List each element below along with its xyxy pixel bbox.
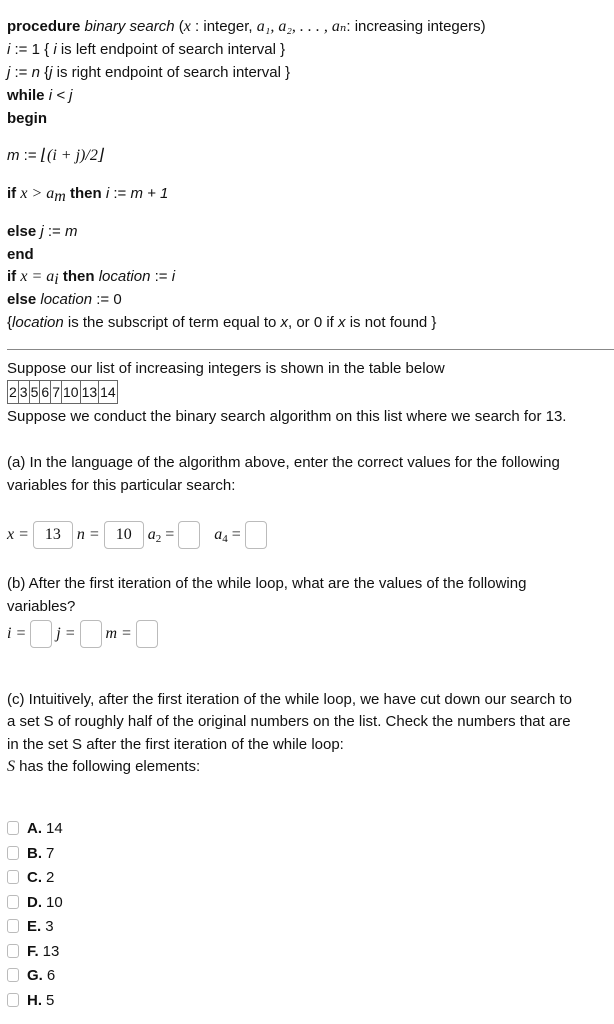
var-location: location — [40, 291, 93, 308]
choice-h[interactable]: H. 5 — [7, 990, 54, 1010]
part-b-fields — [7, 620, 162, 648]
var-j: j — [7, 64, 11, 81]
comment-text: is the subscript of term equal to — [67, 314, 277, 331]
a2-label: $a_2$ = — [147, 526, 175, 545]
comment-j: j — [49, 64, 53, 81]
list-cell: 10 — [62, 381, 81, 403]
algo-line-12 — [7, 313, 436, 333]
list-cell: 13 — [81, 381, 100, 403]
list-cell: 14 — [100, 384, 116, 400]
assign-op: := — [47, 223, 61, 240]
choice-e[interactable]: E. 3 — [7, 916, 54, 936]
checkbox[interactable] — [7, 919, 19, 933]
comment-i: i — [53, 41, 57, 58]
var-x: x — [338, 314, 346, 331]
part-c-line4 — [7, 757, 200, 777]
sequence: a₁, a₂, . . . , aₙ — [256, 18, 347, 35]
var-n: n — [31, 64, 40, 81]
assign-1: := 1 { — [14, 41, 50, 58]
list-cell: 7 — [51, 381, 62, 403]
var-x: x — [280, 314, 288, 331]
algo-line-3 — [7, 63, 290, 83]
var-i: i — [7, 41, 11, 58]
var-m: m — [65, 223, 78, 240]
keyword-while: while — [7, 87, 45, 104]
var-location: location — [98, 268, 151, 285]
keyword-end: end — [7, 246, 34, 263]
algo-line-11 — [7, 290, 122, 310]
algo-line-10 — [7, 267, 175, 287]
list-cell: 3 — [19, 381, 30, 403]
a2-input[interactable] — [178, 521, 200, 549]
type-integer: : integer, — [195, 18, 253, 35]
assign-op: := — [154, 268, 168, 285]
m-input[interactable] — [136, 620, 158, 648]
part-c-line1: (c) Intuitively, after the first iteration of the while loop, we have cut down our search to — [7, 691, 572, 708]
algo-line-9 — [7, 245, 34, 265]
x-input[interactable]: 13 — [33, 521, 73, 549]
algo-line-1 — [7, 17, 486, 37]
n-input[interactable]: 10 — [104, 521, 144, 549]
expr-m-plus-1: m + 1 — [130, 185, 169, 202]
checkbox[interactable] — [7, 895, 19, 909]
j-input[interactable] — [80, 620, 102, 648]
type-increasing: : increasing integers) — [346, 18, 486, 35]
algo-line-6 — [7, 146, 104, 166]
keyword-begin: begin — [7, 110, 47, 127]
proc-name: binary search — [84, 18, 175, 35]
part-c-line3: in the set S after the first iteration of the while loop: — [7, 736, 344, 753]
brace: { — [44, 64, 50, 81]
keyword-else: else — [7, 223, 37, 240]
sub-m: m — [54, 188, 66, 205]
a4-input[interactable] — [245, 521, 267, 549]
checkbox[interactable] — [7, 944, 19, 958]
floor-expr: ⌊(i + j)/2⌋ — [40, 147, 105, 164]
choice-g[interactable]: G. 6 — [7, 965, 55, 985]
checkbox[interactable] — [7, 846, 19, 860]
choice-d[interactable]: D. 10 — [7, 892, 63, 912]
assign-op: := — [23, 147, 37, 164]
var-m: m — [7, 147, 20, 164]
checkbox[interactable] — [7, 993, 19, 1007]
while-cond: i < j — [48, 87, 73, 104]
keyword-if: if — [7, 185, 17, 202]
choice-b[interactable]: B. 7 — [7, 843, 54, 863]
part-b-line1: (b) After the first iteration of the while loop, what are the values of the following — [7, 575, 527, 592]
choice-c[interactable]: C. 2 — [7, 867, 54, 887]
j-label: j = — [56, 625, 76, 642]
part-a-line1: (a) In the language of the algorithm above, enter the correct values for the following — [7, 454, 560, 471]
i-input[interactable] — [30, 620, 52, 648]
divider — [7, 349, 614, 350]
list-cell: 6 — [40, 381, 51, 403]
var-j: j — [40, 223, 44, 240]
part-a-fields — [7, 521, 271, 549]
if-cond: x = a — [20, 268, 55, 285]
list-intro: Suppose our list of increasing integers is shown in the table below — [7, 360, 445, 377]
keyword-then: then — [62, 268, 95, 285]
checkbox[interactable] — [7, 821, 19, 835]
checkbox[interactable] — [7, 968, 19, 982]
a4-label: $a_4$ = — [214, 526, 241, 545]
keyword-if: if — [7, 268, 17, 285]
brace: { — [7, 314, 13, 331]
algo-line-5 — [7, 109, 47, 129]
comment-right: is right endpoint of search interval } — [56, 64, 291, 81]
assign-op: := — [14, 64, 28, 81]
part-c-line2: a set S of roughly half of the original numbers on the list. Check the numbers that are — [7, 713, 571, 730]
set-s-desc: has the following elements: — [19, 758, 201, 775]
assign-op: := — [113, 185, 127, 202]
checkbox[interactable] — [7, 870, 19, 884]
list-cell: 2 — [8, 381, 19, 403]
var-x: x — [183, 18, 191, 35]
if-cond: x > a — [20, 185, 55, 202]
part-a-line2: variables for this particular search: — [7, 477, 236, 494]
algo-line-4 — [7, 86, 72, 106]
keyword-procedure: procedure — [7, 18, 81, 35]
sub-i: i — [54, 271, 59, 288]
comment-text: , or 0 if — [288, 314, 334, 331]
assign-0: := 0 — [96, 291, 122, 308]
var-location: location — [12, 314, 64, 331]
n-label: n = — [76, 526, 100, 543]
comment-text: is not found } — [349, 314, 437, 331]
list-cell: 5 — [30, 381, 41, 403]
choice-a[interactable]: A. 14 — [7, 818, 63, 838]
m-label: m = — [105, 625, 132, 642]
algo-line-7 — [7, 184, 168, 204]
part-b-line2: variables? — [7, 598, 76, 615]
set-s: S — [7, 758, 15, 775]
comment-left: is left endpoint of search interval } — [60, 41, 286, 58]
keyword-else: else — [7, 291, 37, 308]
x-label: x = — [7, 526, 29, 543]
algo-line-2 — [7, 40, 285, 60]
keyword-then: then — [69, 185, 102, 202]
algo-line-8 — [7, 222, 78, 242]
var-i: i — [105, 185, 110, 202]
var-i: i — [171, 268, 176, 285]
i-label: i = — [7, 625, 27, 642]
list-table — [7, 380, 118, 404]
choice-f[interactable]: F. 13 — [7, 941, 59, 961]
search-text: Suppose we conduct the binary search algorithm on this list where we search for 13. — [7, 408, 567, 425]
paren-open: ( — [178, 18, 184, 35]
